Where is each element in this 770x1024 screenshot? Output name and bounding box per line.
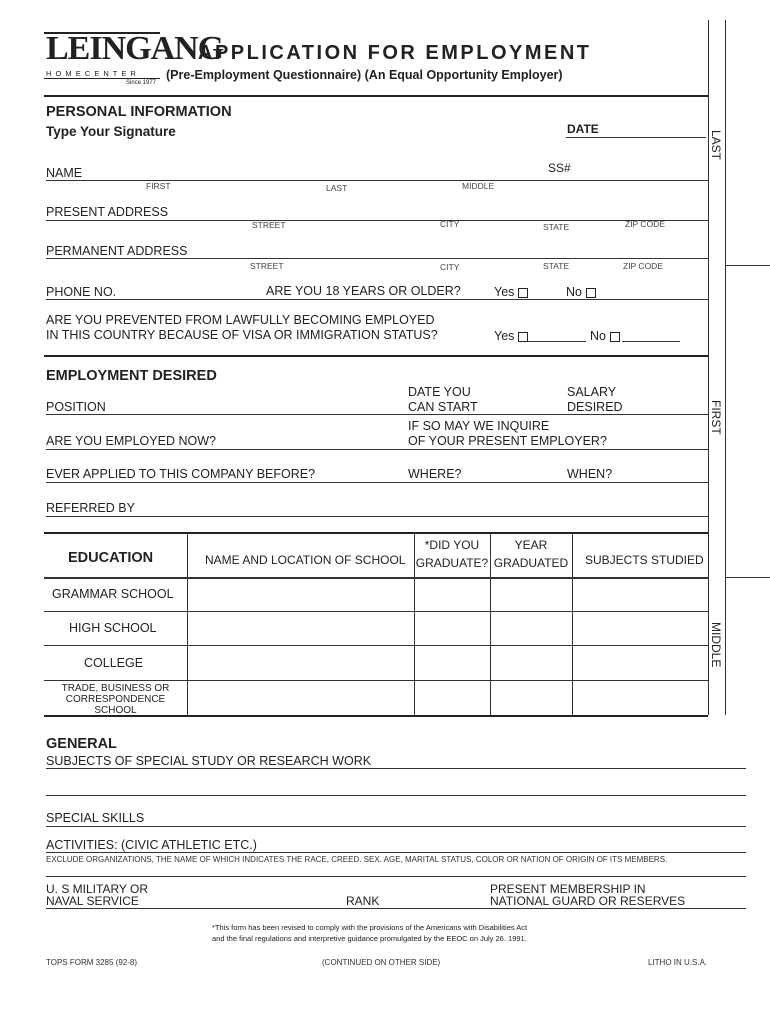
referred-by-field[interactable] [142, 500, 708, 516]
ss-label: SS# [548, 161, 571, 175]
date-label: DATE [567, 122, 599, 136]
col-grad-line2: GRADUATE? [415, 556, 489, 570]
row-high-school: HIGH SCHOOL [69, 621, 157, 635]
logo-since: Since 1977 [126, 80, 157, 86]
visa-no-checkbox[interactable] [610, 332, 620, 342]
permanent-zip-caption: ZIP CODE [623, 261, 663, 271]
name-field[interactable] [90, 164, 534, 180]
national-guard-field[interactable] [680, 893, 746, 909]
age-question: ARE YOU 18 YEARS OR OLDER? [266, 284, 461, 298]
col-school-name: NAME AND LOCATION OF SCHOOL [205, 553, 406, 567]
form-number: TOPS FORM 3285 (92-8) [46, 958, 137, 967]
position-field[interactable] [112, 399, 406, 415]
row-grammar-school: GRAMMAR SCHOOL [52, 587, 174, 601]
special-skills-label: SPECIAL SKILLS [46, 811, 145, 825]
salary-field[interactable] [628, 399, 708, 415]
inquire-field[interactable] [610, 433, 708, 449]
permanent-address-label: PERMANENT ADDRESS [46, 244, 188, 258]
row-college: COLLEGE [84, 656, 144, 670]
continued-note: (CONTINUED ON OTHER SIDE) [322, 958, 441, 967]
page-subtitle: (Pre-Employment Questionnaire) (An Equal Opportunity Employer) [166, 68, 563, 82]
trade-school-name-field[interactable] [192, 690, 414, 706]
special-study-field[interactable] [380, 753, 746, 769]
military-line1: U. S MILITARY OR [46, 882, 149, 896]
age-yes-option[interactable] [494, 285, 528, 299]
company-logo [44, 26, 224, 90]
military-field[interactable] [140, 893, 344, 909]
present-zip-caption: ZIP CODE [625, 219, 665, 229]
ada-note-line1: *This form has been revised to comply with the provisions of the Americans with Disabilities Act [212, 923, 528, 932]
trade-line1: TRADE, BUSINESS OR [61, 683, 170, 694]
visa-question-line1: ARE YOU PREVENTED FROM LAWFULLY BECOMING EMPLOYED [46, 313, 435, 327]
when-label: WHEN? [567, 467, 613, 481]
personal-heading: PERSONAL INFORMATION [46, 104, 232, 120]
page-title: APPLICATION FOR EMPLOYMENT [198, 42, 592, 64]
permanent-state-caption: STATE [543, 261, 570, 271]
date-start-line1: DATE YOU [408, 385, 471, 399]
special-skills-field[interactable] [142, 810, 746, 826]
signature-field[interactable] [200, 124, 534, 140]
permanent-address-field[interactable] [200, 243, 708, 259]
present-address-field[interactable] [180, 204, 708, 220]
inquire-line1: IF SO MAY WE INQUIRE [408, 419, 550, 433]
col-did-you-graduate [414, 538, 490, 570]
present-address-label: PRESENT ADDRESS [46, 205, 169, 219]
grammar-school-name-field[interactable] [192, 586, 414, 602]
referred-by-label: REFERRED BY [46, 501, 135, 515]
national-guard-line1: PRESENT MEMBERSHIP IN [490, 882, 646, 896]
name-label: NAME [46, 166, 83, 180]
visa-no-label: No [590, 329, 606, 343]
age-yes-checkbox[interactable] [518, 288, 528, 298]
trade-line2: CORRESPONDENCE [65, 694, 166, 705]
logo-name: LEINGANG [46, 30, 224, 67]
where-field[interactable] [468, 466, 566, 482]
activities-field[interactable] [244, 837, 746, 853]
position-label: POSITION [46, 400, 106, 414]
when-field[interactable] [618, 466, 708, 482]
ada-note-line2: and the final regulations and interpretive guidance promulgated by the EEOC on July 26. 1991. [212, 934, 527, 943]
employed-now-label: ARE YOU EMPLOYED NOW? [46, 434, 216, 448]
applied-before-label: EVER APPLIED TO THIS COMPANY BEFORE? [46, 467, 316, 481]
rank-field[interactable] [384, 893, 488, 909]
general-heading: GENERAL [46, 736, 117, 752]
exclude-note: EXCLUDE ORGANIZATIONS, THE NAME OF WHICH INDICATES THE RACE, CREED. SEX. AGE, MARITAL STATUS, COLOR OR NATION OF ORIGIN OF ITS MEMBERS. [46, 855, 668, 864]
employment-heading: EMPLOYMENT DESIRED [46, 368, 217, 384]
where-label: WHERE? [408, 467, 462, 481]
special-study-label: SUBJECTS OF SPECIAL STUDY OR RESEARCH WORK [46, 754, 372, 768]
education-heading: EDUCATION [68, 550, 154, 566]
col-year-graduated [490, 538, 572, 570]
visa-question-line2: IN THIS COUNTRY BECAUSE OF VISA OR IMMIGRATION STATUS? [46, 328, 438, 342]
name-middle-caption: MIDDLE [462, 181, 495, 191]
date-start-field[interactable] [472, 399, 566, 415]
visa-no-option[interactable] [590, 329, 620, 343]
ss-field[interactable] [578, 162, 708, 178]
trade-line3: SCHOOL [94, 705, 137, 716]
age-no-checkbox[interactable] [586, 288, 596, 298]
name-first-caption: FIRST [146, 181, 171, 191]
name-last-caption: LAST [326, 183, 348, 193]
visa-yes-option[interactable] [494, 329, 528, 343]
col-grad-line1: *DID YOU [424, 538, 480, 552]
inquire-line2: OF YOUR PRESENT EMPLOYER? [408, 434, 607, 448]
phone-field[interactable] [122, 284, 262, 300]
side-label-middle: MIDDLE [709, 622, 723, 668]
logo-subtitle: H O M E C E N T E R [46, 69, 137, 78]
col-year-line2: GRADUATED [493, 556, 569, 570]
activities-label: ACTIVITIES: (CIVIC ATHLETIC ETC.) [46, 838, 257, 852]
side-label-last: LAST [709, 130, 723, 161]
applied-before-field[interactable] [324, 466, 406, 482]
permanent-city-caption: CITY [440, 262, 460, 272]
present-city-caption: CITY [440, 219, 460, 229]
employed-now-field[interactable] [226, 433, 406, 449]
present-state-caption: STATE [543, 222, 570, 232]
date-start-line2: CAN START [408, 400, 478, 414]
college-name-field[interactable] [192, 655, 414, 671]
row-trade-school [44, 683, 187, 716]
col-subjects-studied: SUBJECTS STUDIED [585, 553, 704, 567]
col-year-line1: YEAR [514, 538, 548, 552]
phone-label: PHONE NO. [46, 285, 117, 299]
rank-label: RANK [346, 894, 380, 908]
visa-yes-label: Yes [494, 329, 515, 343]
date-field[interactable] [606, 121, 708, 137]
permanent-street-caption: STREET [250, 261, 284, 271]
age-yes-label: Yes [494, 285, 515, 299]
military-line2: NAVAL SERVICE [46, 894, 139, 908]
signature-label: Type Your Signature [46, 124, 176, 139]
litho-note: LITHO IN U.S.A. [648, 958, 708, 967]
age-no-option[interactable] [566, 285, 596, 299]
national-guard-line2: NATIONAL GUARD OR RESERVES [490, 894, 686, 908]
side-label-first: FIRST [709, 400, 723, 435]
salary-line1: SALARY [567, 385, 617, 399]
age-no-label: No [566, 285, 582, 299]
present-street-caption: STREET [252, 220, 286, 230]
high-school-name-field[interactable] [192, 620, 414, 636]
salary-line2: DESIRED [567, 400, 623, 414]
visa-yes-checkbox[interactable] [518, 332, 528, 342]
